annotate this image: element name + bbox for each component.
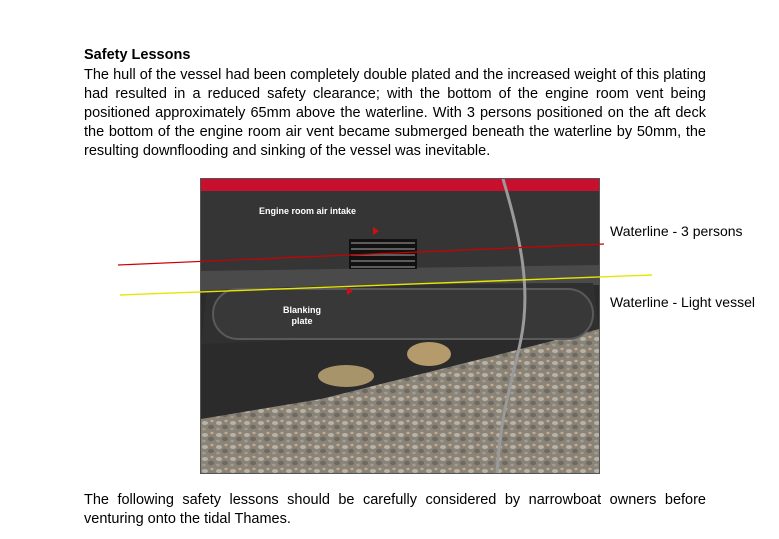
intro-paragraph: The hull of the vessel had been completely double plated and the increased weight of this plating had resulted in a reduced safety clearance; with the bottom of the engine room vent being positioned approximately 65mm above the waterline. With 3 persons positioned on the aft deck the bottom of the engine room air vent became submerged beneath the waterline by 50mm, the resulting downflooding and sinking of the vessel was inevitable. bbox=[84, 67, 706, 159]
waterline-light-label: Waterline - Light vessel bbox=[610, 294, 755, 310]
section-heading: Safety Lessons bbox=[84, 47, 191, 63]
waterline-loaded-label: Waterline - 3 persons bbox=[610, 223, 743, 239]
blanking-plate-label-line1: Blanking bbox=[283, 305, 322, 315]
blanking-plate-label-line2: plate bbox=[291, 316, 313, 326]
closing-paragraph: The following safety lessons should be carefully considered by narrowboat owners before venturing onto the tidal Thames. bbox=[84, 492, 706, 527]
waterline-light-line bbox=[120, 275, 652, 295]
intake-label: Engine room air intake bbox=[259, 206, 357, 216]
waterline-loaded-line bbox=[118, 244, 604, 265]
